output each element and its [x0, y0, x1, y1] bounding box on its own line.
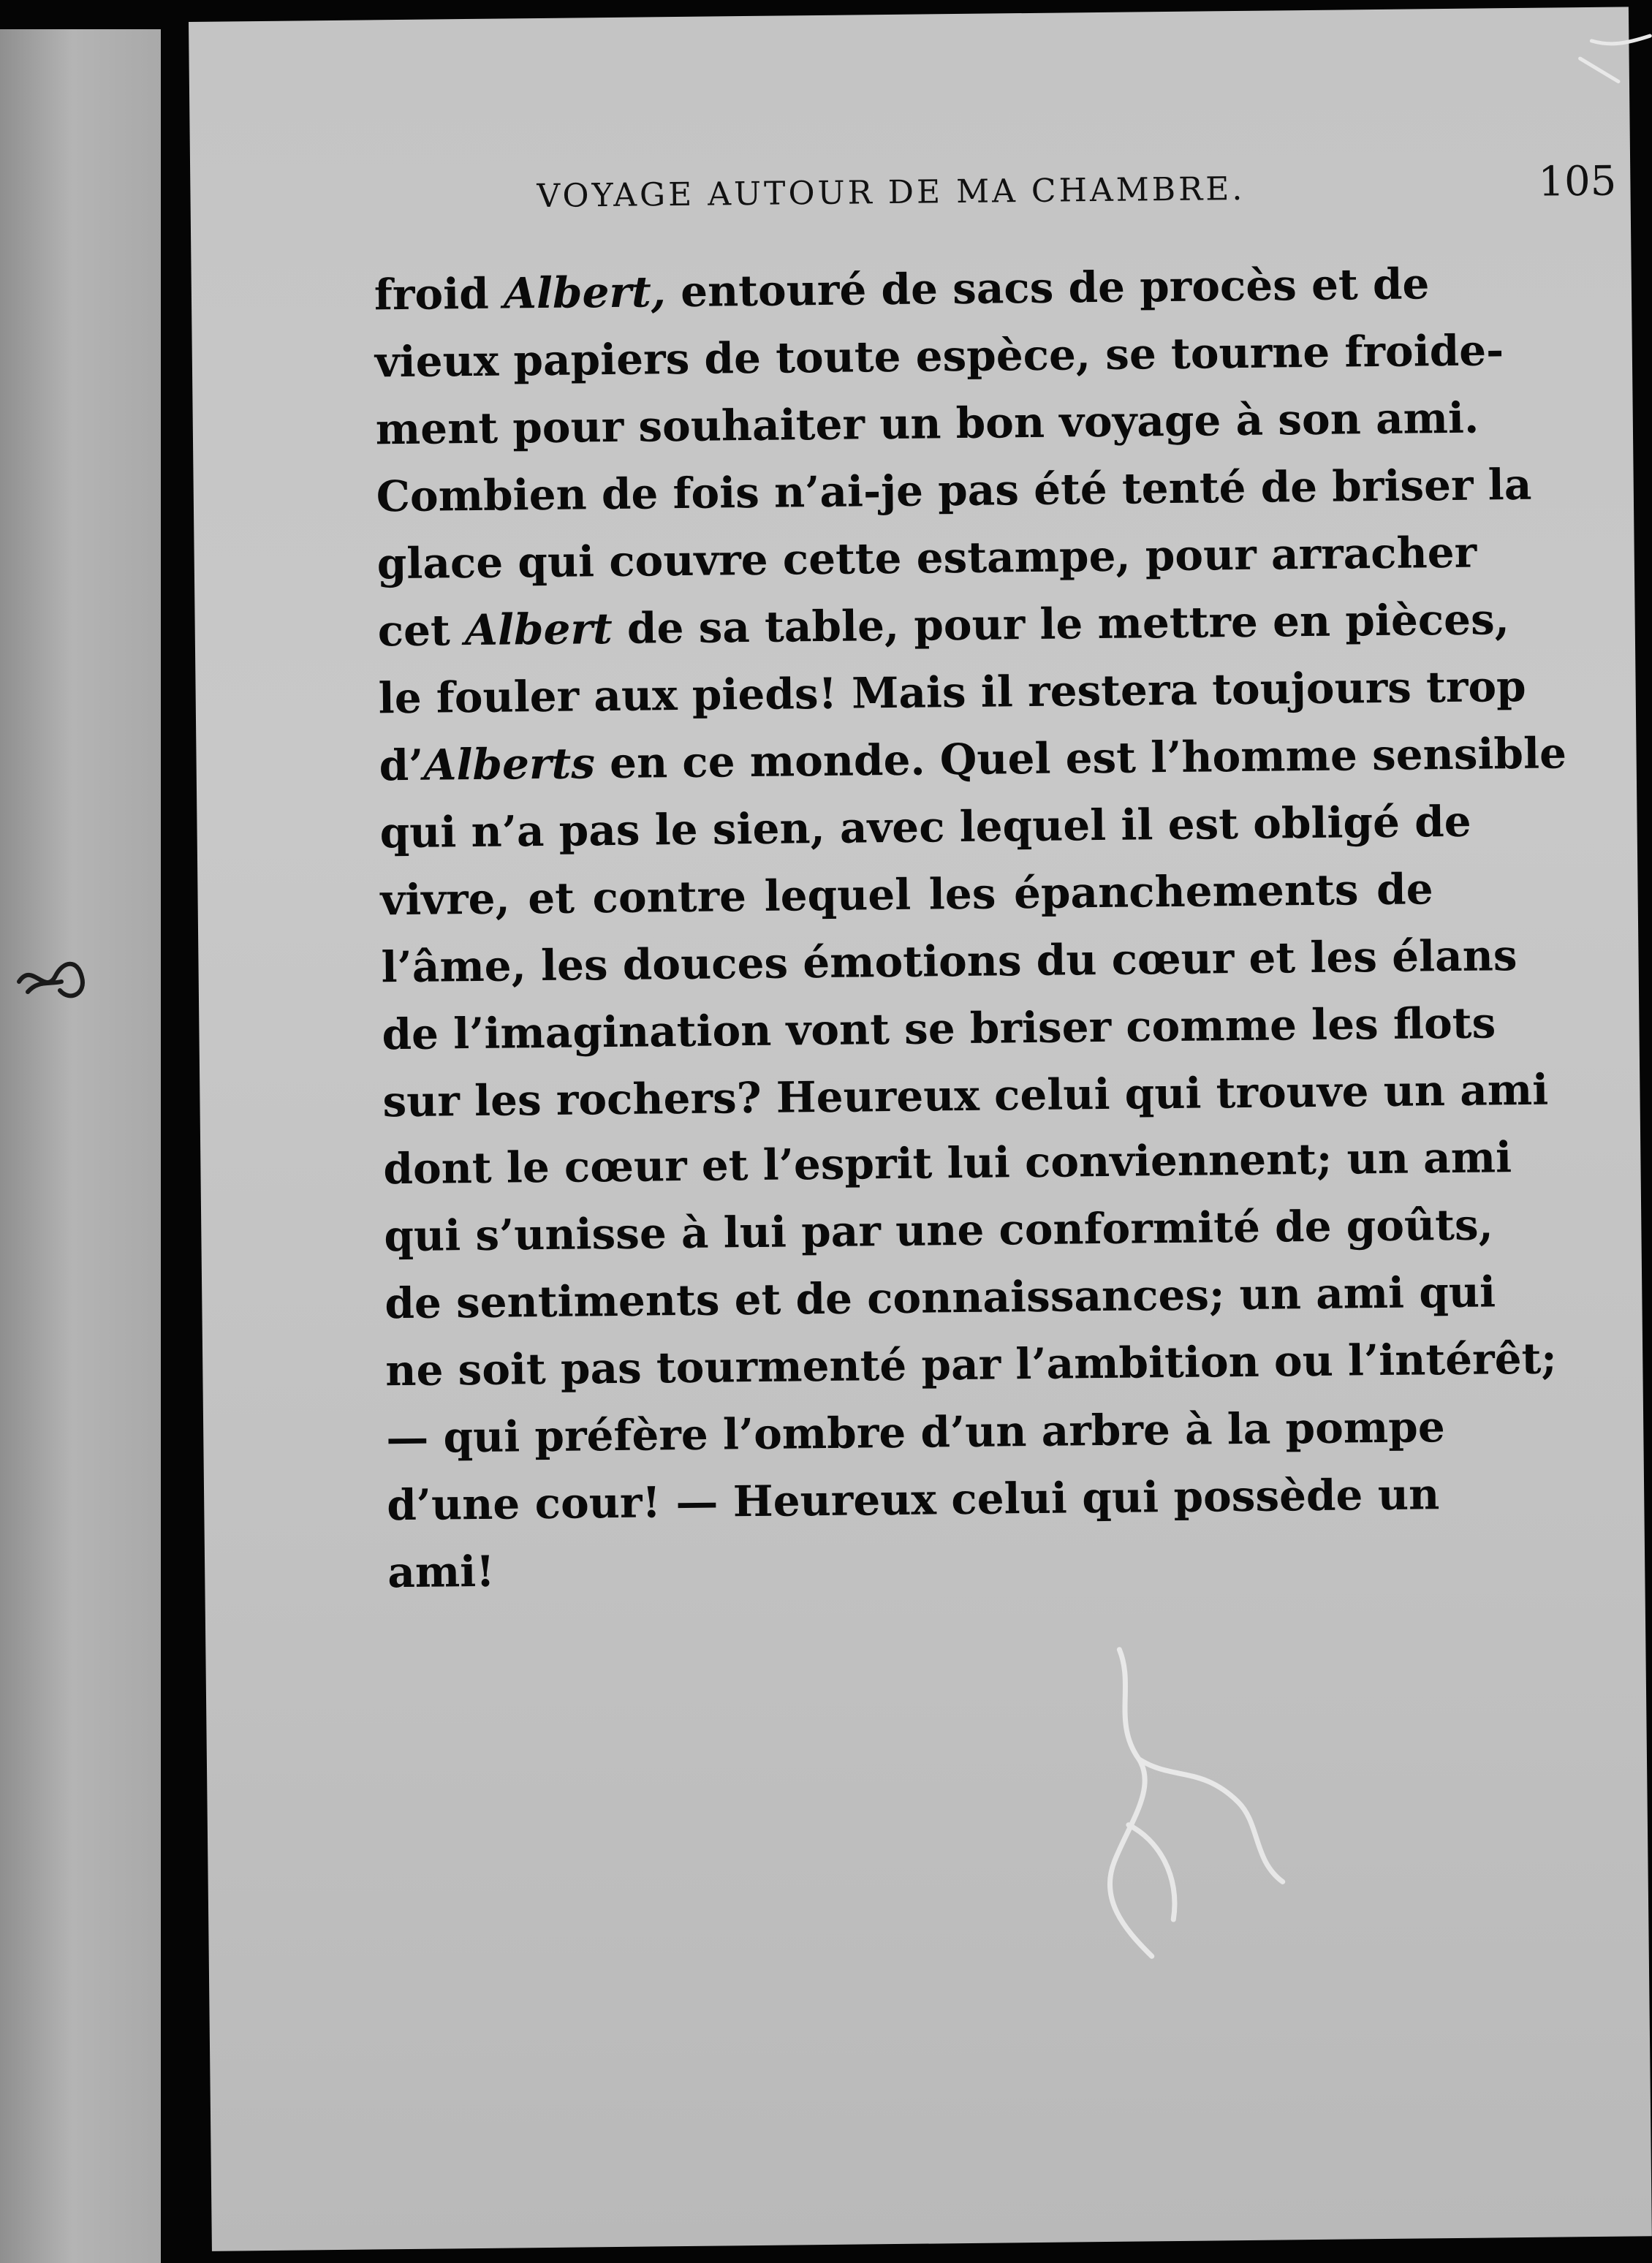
text-line: l’âme, les douces émotions du cœur et les élans — [381, 930, 1518, 993]
text-line: cet Albert de sa table, pour le mettre en pièces, — [377, 594, 1510, 656]
text-line: glace qui couvre cette estampe, pour arracher — [376, 527, 1477, 589]
text-line: qui s’unisse à lui par une conformité de goûts, — [384, 1199, 1494, 1262]
book-page — [189, 7, 1652, 2251]
text-line: de sentiments et de connaissances; un ami qui — [384, 1267, 1496, 1329]
text-line: sur les rochers? Heureux celui qui trouve un ami — [382, 1064, 1549, 1127]
italic-name: Albert, — [503, 267, 667, 319]
italic-name: Albert — [464, 603, 613, 656]
text-line: froid Albert, entouré de sacs de procès et de — [374, 259, 1430, 320]
running-head — [537, 150, 1634, 220]
text-line: vivre, et contre lequel les épanchements de — [380, 864, 1433, 925]
text-line: le fouler aux pieds! Mais il restera toujours trop — [378, 661, 1527, 724]
text-line: ment pour souhaiter un bon voyage à son ami. — [375, 393, 1479, 455]
facing-page-edge — [0, 29, 161, 2263]
body-text — [374, 250, 1567, 1598]
italic-name: Alberts — [423, 738, 596, 790]
running-title: VOYAGE AUTOUR DE MA CHAMBRE. — [537, 170, 1246, 216]
margin-pencil-mark — [10, 939, 91, 1012]
text-line: vieux papiers de toute espèce, se tourne froide- — [374, 325, 1504, 387]
text-line: ne soit pas tourmenté par l’ambition ou l’intérêt; — [384, 1333, 1558, 1396]
text-line: d’une cour! — Heureux celui qui possède un — [386, 1469, 1440, 1531]
text-line: — qui préfère l’ombre d’un arbre à la pompe — [385, 1402, 1445, 1463]
text-line: de l’imagination vont se briser comme les flots — [382, 998, 1496, 1060]
paper-crease-mark — [1068, 1640, 1306, 1964]
text-line: dont le cœur et l’esprit lui conviennent; un ami — [383, 1132, 1512, 1194]
text-line-last: ami! — [387, 1546, 496, 1598]
text-line: qui n’a pas le sien, avec lequel il est obligé de — [379, 796, 1471, 858]
text-line: Combien de fois n’ai-je pas été tenté de briser la — [376, 459, 1532, 522]
page-number: 105 — [1538, 157, 1617, 206]
corner-pencil-mark — [1574, 29, 1652, 102]
text-line: d’Alberts en ce monde. Quel est l’homme sensible — [379, 728, 1567, 791]
